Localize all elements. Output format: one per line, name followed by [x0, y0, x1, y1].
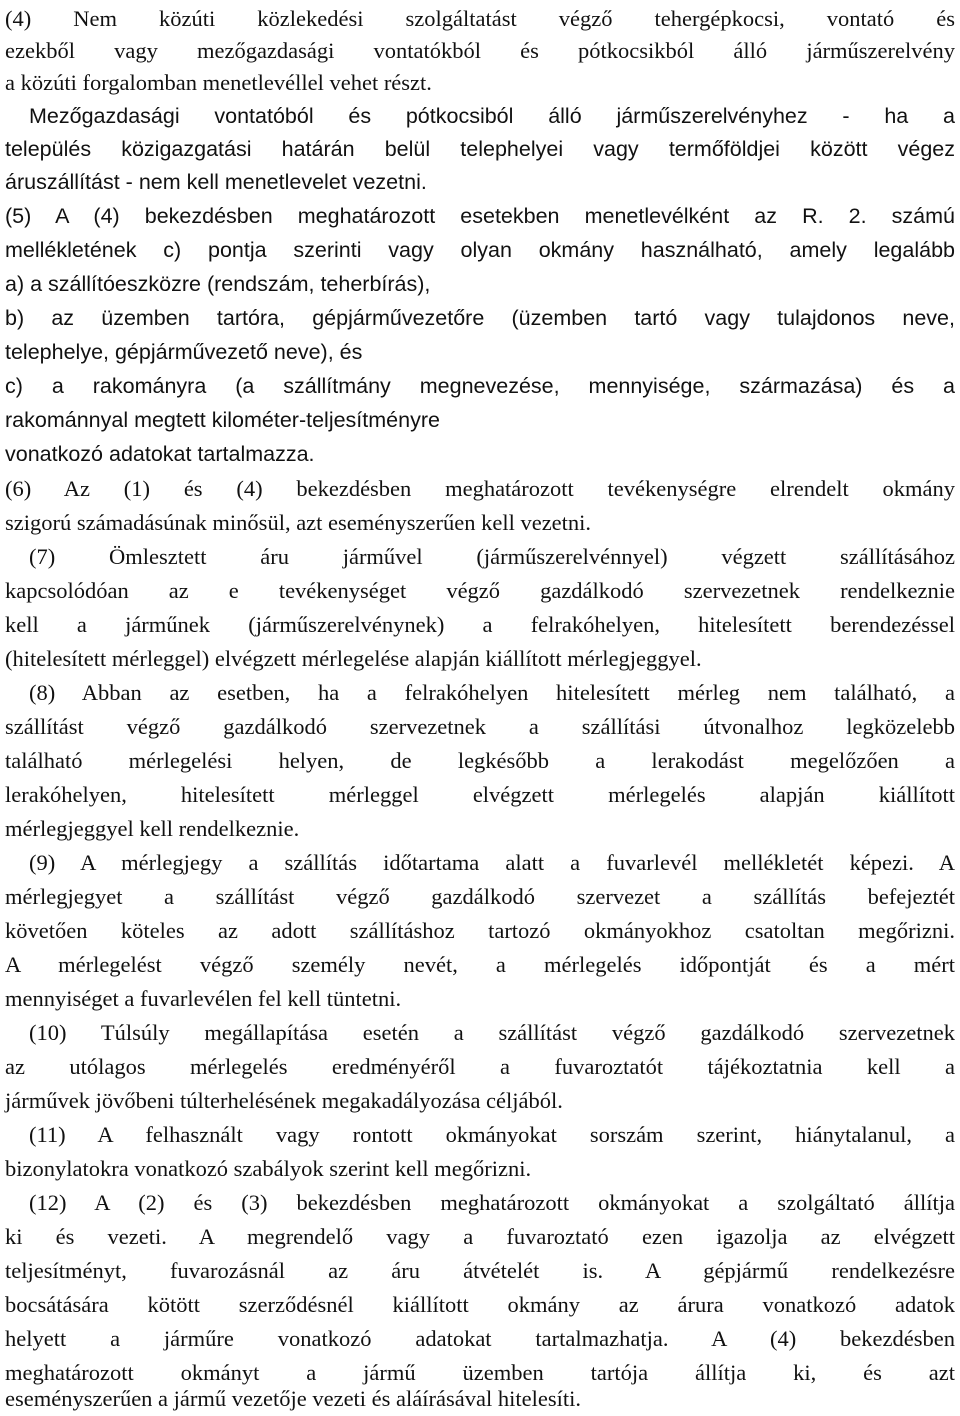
- paragraph-8-line-3: található mérlegelési helyen, de legkésőbb a lerakodást megelőzően a: [5, 748, 955, 773]
- paragraph-5-line-5: telephelye, gépjárművezető neve), és: [5, 340, 363, 364]
- paragraph-4-line-3: a közúti forgalomban menetlevéllel vehet részt.: [5, 70, 432, 95]
- paragraph-7-line-1: (7) Ömlesztett áru járművel (járműszerelvénnyel) végzett szállításához: [29, 544, 955, 569]
- paragraph-4b-line-1: Mezőgazdasági vontatóból és pótkocsiból álló járműszerelvényhez - ha a: [29, 104, 955, 128]
- paragraph-10-line-3: járművek jövőbeni túlterhelésének megakadályozása céljából.: [5, 1088, 563, 1113]
- paragraph-4b-line-2: település közigazgatási határán belül telephelyei vagy termőföldjei között végez: [5, 137, 955, 161]
- paragraph-11-line-1: (11) A felhasznált vagy rontott okmányokat sorszám szerint, hiánytalanul, a: [29, 1122, 955, 1147]
- paragraph-12-line-7: eseményszerűen a jármű vezetője vezeti és aláírásával hitelesíti.: [5, 1386, 581, 1411]
- paragraph-5-line-6: c) a rakományra (a szállítmány megnevezése, mennyisége, származása) és a: [5, 374, 955, 398]
- paragraph-4-line-1: (4) Nem közúti közlekedési szolgáltatást végző tehergépkocsi, vontató és: [5, 6, 955, 31]
- paragraph-8-line-1: (8) Abban az esetben, ha a felrakóhelyen hitelesített mérleg nem található, a: [29, 680, 955, 705]
- paragraph-8-line-4: lerakóhelyen, hitelesített mérleggel elvégzett mérlegelés alapján kiállított: [5, 782, 955, 807]
- paragraph-6-line-2: szigorú számadásúnak minősül, azt eseményszerűen kell vezetni.: [5, 510, 592, 535]
- paragraph-9-line-4: A mérlegelést végző személy nevét, a mérlegelés időpontját és a mért: [5, 952, 955, 977]
- paragraph-5-line-4: b) az üzemben tartóra, gépjárművezetőre (üzemben tartó vagy tulajdonos neve,: [5, 306, 955, 330]
- paragraph-7-line-2: kapcsolódóan az e tevékenységet végző gazdálkodó szervezetnek rendelkeznie: [5, 578, 955, 603]
- paragraph-12-line-2: ki és vezeti. A megrendelő vagy a fuvaroztató ezen igazolja az elvégzett: [5, 1224, 955, 1249]
- paragraph-5-line-3: a) a szállítóeszközre (rendszám, teherbírás),: [5, 272, 431, 296]
- paragraph-4-line-2: ezekből vagy mezőgazdasági vontatókból és pótkocsikból álló járműszerelvény: [5, 38, 955, 63]
- paragraph-12-line-4: bocsátására kötött szerződésnél kiállított okmány az árura vonatkozó adatok: [5, 1292, 955, 1317]
- paragraph-8-line-2: szállítást végző gazdálkodó szervezetnek a szállítási útvonalhoz legközelebb: [5, 714, 955, 739]
- paragraph-12-line-1: (12) A (2) és (3) bekezdésben meghatározott okmányokat a szolgáltató állítja: [29, 1190, 955, 1215]
- paragraph-9-line-1: (9) A mérlegjegy a szállítás időtartama alatt a fuvarlevél mellékletét képezi. A: [29, 850, 955, 875]
- paragraph-11-line-2: bizonylatokra vonatkozó szabályok szerint kell megőrizni.: [5, 1156, 532, 1181]
- paragraph-12-line-3: teljesítményt, fuvarozásnál az áru átvételét is. A gépjármű rendelkezésre: [5, 1258, 955, 1283]
- paragraph-7-line-3: kell a járműnek (járműszerelvénynek) a felrakóhelyen, hitelesített berendezéssel: [5, 612, 955, 637]
- paragraph-10-line-1: (10) Túlsúly megállapítása esetén a szállítást végző gazdálkodó szervezetnek: [29, 1020, 955, 1045]
- paragraph-9-line-2: mérlegjegyet a szállítást végző gazdálkodó szervezet a szállítás befejeztét: [5, 884, 955, 909]
- paragraph-10-line-2: az utólagos mérlegelés eredményéről a fuvaroztatót tájékoztatnia kell a: [5, 1054, 955, 1079]
- paragraph-4b-line-3: áruszállítást - nem kell menetlevelet vezetni.: [5, 170, 427, 194]
- paragraph-5-line-7: rakománnyal megtett kilométer-teljesítményre: [5, 408, 440, 432]
- paragraph-5-line-8: vonatkozó adatokat tartalmazza.: [5, 442, 315, 466]
- paragraph-12-line-5: helyett a járműre vonatkozó adatokat tartalmazhatja. A (4) bekezdésben: [5, 1326, 955, 1351]
- paragraph-5-line-1: (5) A (4) bekezdésben meghatározott esetekben menetlevélként az R. 2. számú: [5, 204, 955, 228]
- paragraph-9-line-5: mennyiséget a fuvarlevélen fel kell tüntetni.: [5, 986, 402, 1011]
- paragraph-5-line-2: mellékletének c) pontja szerinti vagy olyan okmány használható, amely legalább: [5, 238, 955, 262]
- paragraph-12-line-6: meghatározott okmányt a jármű üzemben tartója állítja ki, és azt: [5, 1360, 955, 1385]
- paragraph-7-line-4: (hitelesített mérleggel) elvégzett mérlegelése alapján kiállított mérlegjeggyel.: [5, 646, 702, 671]
- paragraph-8-line-5: mérlegjeggyel kell rendelkeznie.: [5, 816, 300, 841]
- paragraph-9-line-3: követően köteles az adott szállításhoz tartozó okmányokhoz csatoltan megőrizni.: [5, 918, 955, 943]
- paragraph-6-line-1: (6) Az (1) és (4) bekezdésben meghatározott tevékenységre elrendelt okmány: [5, 476, 955, 501]
